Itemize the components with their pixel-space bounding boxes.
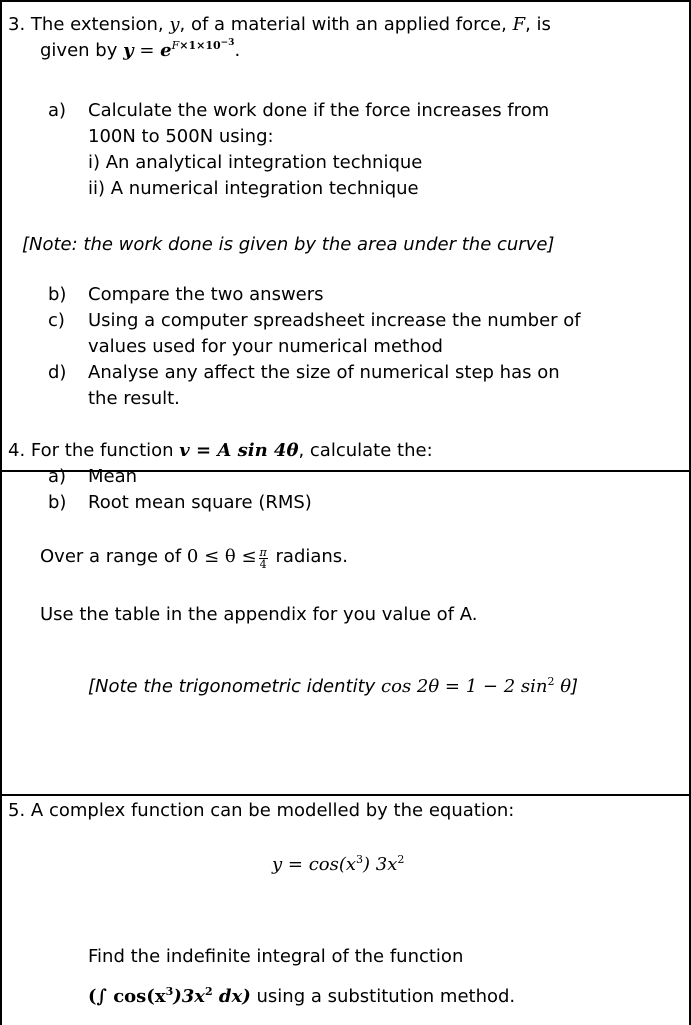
q4-part-b-label: b) bbox=[48, 492, 67, 513]
q3-part-a-label: a) bbox=[48, 100, 67, 121]
q3-equation-line bbox=[40, 40, 240, 62]
q3-eq-lhs: y bbox=[123, 40, 134, 61]
q3-eq-exp-rest: ×1×10 bbox=[179, 39, 221, 52]
q4-part-a-label: a) bbox=[48, 466, 67, 487]
q3-part-a-i: i) An analytical integration technique bbox=[88, 152, 423, 173]
q4-identity-expr-2: θ bbox=[560, 676, 572, 697]
q4-intro-line bbox=[8, 440, 433, 462]
q3-var-y: y bbox=[169, 14, 180, 35]
q4-range-num: π bbox=[259, 546, 267, 559]
q3-part-c-label: c) bbox=[48, 310, 65, 331]
q5-equation bbox=[272, 854, 404, 876]
q5-integral-1: (∫ cos(x bbox=[88, 986, 166, 1007]
q3-part-d-label: d) bbox=[48, 362, 67, 383]
q4-function: v = A sin 4θ bbox=[179, 440, 299, 461]
q3-part-a-line1: Calculate the work done if the force increases from bbox=[88, 100, 550, 121]
q5-find-line2 bbox=[88, 986, 515, 1008]
q3-part-b-label: b) bbox=[48, 284, 67, 305]
q3-eq-base: e bbox=[160, 40, 172, 61]
q4-part-b: Root mean square (RMS) bbox=[88, 492, 312, 513]
q4-range-line bbox=[40, 546, 348, 570]
q4-identity-sup: 2 bbox=[547, 675, 555, 688]
q5-eq-2: ) 3x bbox=[363, 854, 398, 875]
q5-find-line1: Find the indefinite integral of the function bbox=[88, 946, 464, 967]
q3-part-a-line2: 100N to 500N using: bbox=[88, 126, 274, 147]
q3-var-F: F bbox=[512, 14, 526, 35]
q4-range-b: radians. bbox=[275, 546, 348, 567]
q5-integral-2: )3x bbox=[173, 986, 205, 1007]
divider-q4-q5 bbox=[0, 794, 691, 796]
q5-eq-1: y = cos(x bbox=[272, 854, 357, 875]
q3-note: [Note: the work done is given by the area under the curve] bbox=[22, 234, 555, 255]
q3-eq-exp-pow: −3 bbox=[220, 38, 235, 48]
q3-intro-line bbox=[8, 14, 551, 36]
q3-part-d-line2: the result. bbox=[88, 388, 180, 409]
q3-part-d-line1: Analyse any affect the size of numerical step has on bbox=[88, 362, 560, 383]
q4-table-note: Use the table in the appendix for you value of A. bbox=[40, 604, 478, 625]
q4-part-a: Mean bbox=[88, 466, 138, 487]
q4-range-fraction bbox=[259, 547, 268, 570]
q4-intro-a: For the function bbox=[30, 440, 174, 461]
q5-find-line2-text: using a substitution method. bbox=[256, 986, 516, 1007]
q5-number: 5. bbox=[8, 800, 26, 821]
q4-intro-b: , calculate the: bbox=[298, 440, 433, 461]
q3-eq-end: . bbox=[234, 40, 241, 61]
q3-intro-a: The extension, bbox=[30, 14, 164, 35]
q3-part-b: Compare the two answers bbox=[88, 284, 324, 305]
q3-part-c-line2: values used for your numerical method bbox=[88, 336, 443, 357]
q4-identity-b: ] bbox=[571, 676, 579, 697]
q3-part-c-line1: Using a computer spreadsheet increase the number of bbox=[88, 310, 581, 331]
q3-number: 3. bbox=[8, 14, 26, 35]
q4-range-expr: 0 ≤ θ ≤ bbox=[186, 546, 257, 567]
q3-given-by: given by bbox=[40, 40, 118, 61]
q4-identity-line bbox=[88, 676, 578, 698]
q5-intro: A complex function can be modelled by the equation: bbox=[30, 800, 515, 821]
q4-identity-a: [Note the trigonometric identity bbox=[88, 676, 376, 697]
q3-eq-exp-F: F bbox=[171, 39, 180, 52]
q5-integral-3: dx) bbox=[212, 986, 251, 1007]
q3-part-a-ii: ii) A numerical integration technique bbox=[88, 178, 419, 199]
q3-intro-c: , is bbox=[525, 14, 551, 35]
q3-intro-b: , of a material with an applied force, bbox=[179, 14, 507, 35]
q5-integral-sup1: 3 bbox=[165, 985, 174, 998]
q4-number: 4. bbox=[8, 440, 26, 461]
q4-identity-expr-1: cos 2θ = 1 − 2 sin bbox=[381, 676, 548, 697]
q4-range-den: 4 bbox=[259, 558, 267, 571]
q4-range-a: Over a range of bbox=[40, 546, 182, 567]
q5-eq-sup1: 3 bbox=[356, 853, 364, 866]
q5-integral-sup2: 2 bbox=[205, 985, 213, 998]
q5-eq-sup2: 2 bbox=[397, 853, 405, 866]
q5-intro-line bbox=[8, 800, 514, 822]
q3-eq-equals: = bbox=[139, 40, 155, 61]
